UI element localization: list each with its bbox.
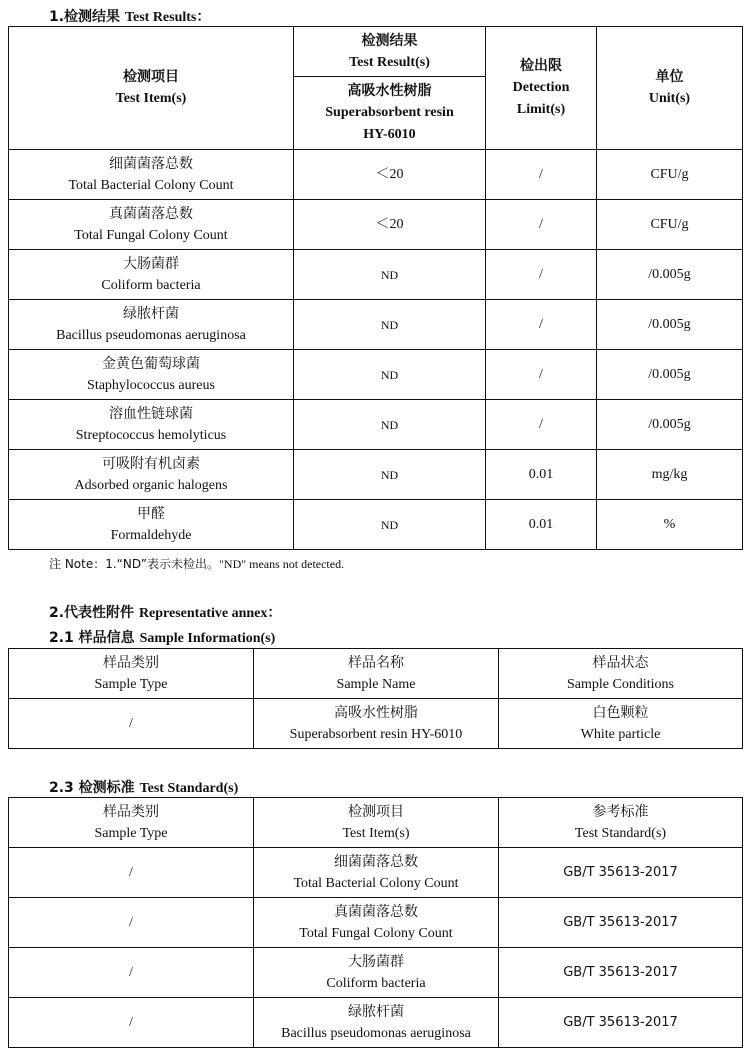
section2-title [49,602,281,625]
test-item-cell: 真菌菌落总数 Total Fungal Colony Count [9,200,294,250]
test-item-cell: 细菌菌落总数 Total Bacterial Colony Count [254,848,499,898]
header-sample-conditions: 样品状态 Sample Conditions [499,649,743,699]
test-item-cell: 细菌菌落总数 Total Bacterial Colony Count [9,150,294,200]
test-item-cell: 绿脓杆菌 Bacillus pseudomonas aeruginosa [254,998,499,1048]
test-item-cell: 金黄色葡萄球菌 Staphylococcus aureus [9,350,294,400]
test-item-cell: 大肠菌群 Coliform bacteria [9,250,294,300]
header-test-item: 检测项目 Test Item(s) [9,27,294,150]
table-header-row [9,798,743,848]
test-item-cell: 可吸附有机卤素 Adsorbed organic halogens [9,450,294,500]
result-cell: ND [294,250,486,300]
result-cell: ＜20 [294,150,486,200]
test-standard-table [8,797,743,1048]
standard-cell: GB/T 35613-2017 [499,848,743,898]
sample-type-cell: / [9,848,254,898]
section1-title-zh: 1.检测结果 [49,9,121,25]
table-row [9,250,743,300]
unit-cell: CFU/g [597,200,743,250]
header-detection-limit: 检出限 Detection Limit(s) [486,27,597,150]
header-test-item: 检测项目 Test Item(s) [254,798,499,848]
sample-type-cell: / [9,699,254,749]
test-item-cell: 大肠菌群 Coliform bacteria [254,948,499,998]
limit-cell: / [486,400,597,450]
section21-title-en: Sample Information(s) [139,631,276,646]
footnote-zh: 注 Note：1.“ND”表示未检出。 [49,557,219,571]
table-row [9,450,743,500]
result-cell: ND [294,500,486,550]
header-test-result: 检测结果 Test Result(s) [294,27,486,77]
test-item-cell: 真菌菌落总数 Total Fungal Colony Count [254,898,499,948]
unit-cell: % [597,500,743,550]
unit-cell: /0.005g [597,400,743,450]
section2-title-en: Representative annex： [138,606,282,621]
sample-conditions-cell: 白色颗粒 White particle [499,699,743,749]
sample-type-cell: / [9,898,254,948]
footnote-en: "ND" means not detected. [219,557,345,571]
standard-cell: GB/T 35613-2017 [499,998,743,1048]
test-results-table [8,26,743,550]
header-sample-name: 高吸水性树脂 Superabsorbent resin HY-6010 [294,77,486,150]
result-cell: ND [294,450,486,500]
sample-info-table [8,648,743,749]
test-item-cell: 甲醛 Formaldehyde [9,500,294,550]
limit-cell: / [486,200,597,250]
result-cell: ND [294,400,486,450]
unit-cell: /0.005g [597,250,743,300]
header-sample-type: 样品类别 Sample Type [9,798,254,848]
limit-cell: / [486,250,597,300]
header-sample-name: 样品名称 Sample Name [254,649,499,699]
table-row [9,848,743,898]
unit-cell: mg/kg [597,450,743,500]
section23-title-en: Test Standard(s) [139,781,239,796]
result-cell: ND [294,300,486,350]
table-row [9,300,743,350]
section2-title-zh: 2.代表性附件 [49,605,135,621]
table-row [9,350,743,400]
header-test-standard: 参考标准 Test Standard(s) [499,798,743,848]
section1-title-en: Test Results： [124,10,211,25]
section23-title-zh: 2.3 检测标准 [49,780,135,796]
limit-cell: 0.01 [486,450,597,500]
limit-cell: 0.01 [486,500,597,550]
test-item-cell: 溶血性链球菌 Streptococcus hemolyticus [9,400,294,450]
sample-type-cell: / [9,948,254,998]
standard-cell: GB/T 35613-2017 [499,948,743,998]
table-row [9,948,743,998]
limit-cell: / [486,350,597,400]
result-cell: ＜20 [294,200,486,250]
table-row [9,200,743,250]
limit-cell: / [486,150,597,200]
footnote [49,555,344,572]
sample-name-cell: 高吸水性树脂 Superabsorbent resin HY-6010 [254,699,499,749]
table-row [9,898,743,948]
header-sample-type: 样品类别 Sample Type [9,649,254,699]
unit-cell: /0.005g [597,300,743,350]
section21-title-zh: 2.1 样品信息 [49,630,135,646]
test-item-cell: 绿脓杆菌 Bacillus pseudomonas aeruginosa [9,300,294,350]
limit-cell: / [486,300,597,350]
result-cell: ND [294,350,486,400]
table-row [9,699,743,749]
table-row [9,500,743,550]
table-row [9,400,743,450]
table-row [9,150,743,200]
section21-title [49,627,275,650]
standard-cell: GB/T 35613-2017 [499,898,743,948]
table-row [9,998,743,1048]
header-unit: 单位 Unit(s) [597,27,743,150]
sample-type-cell: / [9,998,254,1048]
table-header-row [9,649,743,699]
unit-cell: /0.005g [597,350,743,400]
unit-cell: CFU/g [597,150,743,200]
